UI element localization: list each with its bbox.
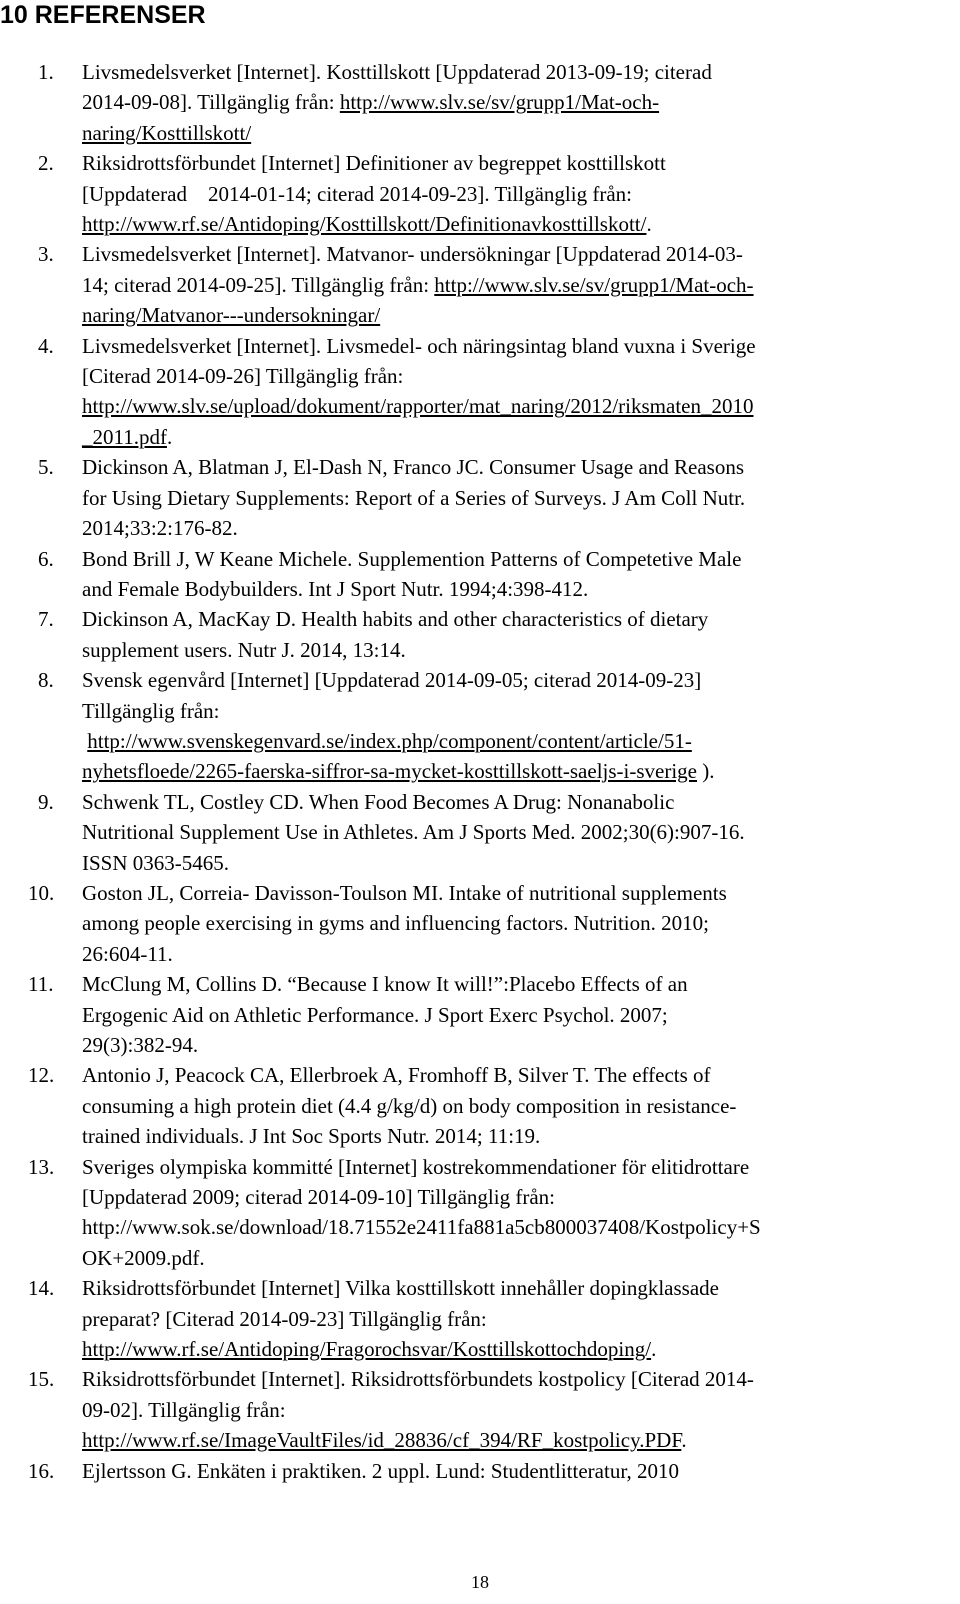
reference-number: 11. bbox=[28, 972, 54, 997]
reference-text: http://www.sok.se/download/18.71552e2411fa881a5cb800037408/Kostpolicy+S bbox=[82, 1215, 761, 1240]
reference-number: 14. bbox=[28, 1276, 55, 1301]
reference-line bbox=[82, 87, 942, 117]
reference-line bbox=[82, 270, 942, 300]
reference-text: Riksidrottsförbundet [Internet] Definitioner av begreppet kosttillskott bbox=[82, 151, 666, 176]
reference-line bbox=[82, 1152, 942, 1182]
reference-text: 29(3):382-94. bbox=[82, 1033, 199, 1057]
reference-item bbox=[0, 452, 960, 543]
reference-line bbox=[82, 787, 942, 817]
reference-number: 12. bbox=[28, 1063, 55, 1088]
reference-line bbox=[82, 756, 942, 786]
reference-text: [Uppdaterad 2014-01-14; citerad 2014-09-23]. Tillgänglig från: bbox=[82, 181, 632, 206]
reference-link[interactable]: naring/Matvanor---undersokningar/ bbox=[82, 303, 381, 328]
reference-text: among people exercising in gyms and influencing factors. Nutrition. 2010; bbox=[82, 911, 709, 936]
reference-text: Ejlertsson G. Enkäten i praktiken. 2 uppl. Lund: Studentlitteratur, 2010 bbox=[82, 1458, 679, 1483]
reference-number: 3. bbox=[38, 242, 54, 267]
reference-number: 4. bbox=[38, 333, 54, 358]
reference-link[interactable]: _2011.pdf bbox=[82, 424, 167, 449]
reference-item bbox=[0, 544, 960, 605]
reference-item bbox=[0, 969, 960, 1060]
reference-line bbox=[82, 604, 942, 634]
reference-item bbox=[0, 1060, 960, 1151]
reference-text: Riksidrottsförbundet [Internet] Vilka kosttillskott innehåller dopingklassade bbox=[82, 1276, 719, 1301]
reference-link[interactable]: http://www.slv.se/upload/dokument/rapporter/mat_naring/2012/riksmaten_2010 bbox=[82, 394, 754, 419]
reference-line bbox=[82, 391, 942, 421]
line-trail: ). bbox=[697, 759, 715, 784]
reference-text: 09-02]. Tillgänglig från: bbox=[82, 1397, 286, 1422]
reference-text: supplement users. Nutr J. 2014, 13:14. bbox=[82, 637, 406, 662]
reference-link[interactable]: http://www.rf.se/Antidoping/Fragorochsvar/Kosttillskottochdoping/ bbox=[82, 1337, 652, 1362]
reference-line bbox=[82, 239, 942, 269]
reference-line bbox=[82, 1395, 942, 1425]
reference-text: consuming a high protein diet (4.4 g/kg/d) on body composition in resistance- bbox=[82, 1093, 737, 1118]
reference-text: ISSN 0363-5465. bbox=[82, 850, 230, 875]
reference-line bbox=[82, 513, 942, 543]
reference-line bbox=[82, 544, 942, 574]
reference-text: Nutritional Supplement Use in Athletes. Am J Sports Med. 2002;30(6):907-16. bbox=[82, 820, 745, 845]
reference-item bbox=[0, 148, 960, 239]
reference-text: [Uppdaterad 2009; citerad 2014-09-10] Tillgänglig från: bbox=[82, 1185, 555, 1210]
reference-line bbox=[82, 179, 942, 209]
reference-line bbox=[82, 1182, 942, 1212]
line-trail: . bbox=[651, 1337, 657, 1362]
line-trail: . bbox=[681, 1428, 687, 1453]
reference-line bbox=[82, 696, 942, 726]
reference-item bbox=[0, 1364, 960, 1455]
reference-number: 16. bbox=[28, 1458, 55, 1483]
reference-line bbox=[82, 1243, 942, 1273]
reference-line bbox=[82, 1456, 942, 1486]
reference-line bbox=[82, 361, 942, 391]
reference-line bbox=[82, 1273, 942, 1303]
reference-line bbox=[82, 300, 942, 330]
reference-item bbox=[0, 604, 960, 665]
reference-text: 26:604-11. bbox=[82, 941, 173, 966]
reference-line bbox=[82, 726, 942, 756]
reference-link[interactable]: naring/Kosttillskott/ bbox=[82, 120, 252, 145]
reference-link[interactable]: http://www.rf.se/Antidoping/Kosttillskott/Definitionavkosttillskott/ bbox=[82, 212, 647, 237]
page-number: 18 bbox=[471, 1572, 489, 1592]
reference-item bbox=[0, 878, 960, 969]
reference-line bbox=[82, 1304, 942, 1334]
reference-text: 2014-09-08]. Tillgänglig från: bbox=[82, 90, 340, 115]
reference-number: 10. bbox=[28, 880, 55, 905]
reference-text: Dickinson A, MacKay D. Health habits and other characteristics of dietary bbox=[82, 607, 709, 632]
reference-list bbox=[0, 57, 960, 1486]
reference-item bbox=[0, 787, 960, 878]
reference-line bbox=[82, 331, 942, 361]
reference-line bbox=[82, 1030, 942, 1060]
reference-text: for Using Dietary Supplements: Report of a Series of Surveys. J Am Coll Nutr. bbox=[82, 485, 746, 510]
reference-text: Goston JL, Correia- Davisson-Toulson MI. Intake of nutritional supplements bbox=[82, 880, 727, 905]
reference-text: Dickinson A, Blatman J, El-Dash N, Franco JC. Consumer Usage and Reasons bbox=[82, 455, 745, 480]
reference-line bbox=[82, 665, 942, 695]
reference-line bbox=[82, 483, 942, 513]
reference-number: 5. bbox=[38, 455, 54, 480]
reference-line bbox=[82, 635, 942, 665]
reference-number: 6. bbox=[38, 546, 54, 571]
reference-line bbox=[82, 878, 942, 908]
reference-text: 2014;33:2:176-82. bbox=[82, 516, 238, 541]
reference-item bbox=[0, 1456, 960, 1486]
reference-number: 13. bbox=[28, 1154, 55, 1179]
reference-line bbox=[82, 1060, 942, 1090]
reference-line bbox=[82, 148, 942, 178]
reference-line bbox=[82, 1212, 942, 1242]
reference-line bbox=[82, 908, 942, 938]
reference-link[interactable]: http://www.slv.se/sv/grupp1/Mat-och- bbox=[339, 90, 660, 115]
reference-item bbox=[0, 57, 960, 148]
reference-line bbox=[82, 422, 942, 452]
reference-text: Schwenk TL, Costley CD. When Food Becomes A Drug: Nonanabolic bbox=[82, 789, 675, 814]
reference-text: OK+2009.pdf. bbox=[82, 1245, 205, 1270]
reference-number: 9. bbox=[38, 789, 54, 814]
reference-number: 15. bbox=[28, 1367, 55, 1392]
reference-text: Livsmedelsverket [Internet]. Kosttillskott [Uppdaterad 2013-09-19; citerad bbox=[82, 60, 712, 84]
reference-line bbox=[82, 939, 942, 969]
reference-text: Sveriges olympiska kommitté [Internet] kostrekommendationer för elitidrottare bbox=[82, 1154, 750, 1179]
reference-text: Svensk egenvård [Internet] [Uppdaterad 2014-09-05; citerad 2014-09-23] bbox=[82, 668, 702, 693]
reference-line bbox=[82, 1334, 942, 1364]
reference-number: 8. bbox=[38, 668, 54, 693]
reference-text: Antonio J, Peacock CA, Ellerbroek A, Fromhoff B, Silver T. The effects of bbox=[82, 1063, 711, 1088]
reference-text: Livsmedelsverket [Internet]. Livsmedel- och näringsintag bland vuxna i Sverige bbox=[82, 333, 756, 358]
reference-link[interactable]: http://www.slv.se/sv/grupp1/Mat-och- bbox=[434, 272, 754, 297]
reference-line bbox=[82, 848, 942, 878]
reference-text: [Citerad 2014-09-26] Tillgänglig från: bbox=[82, 364, 404, 389]
reference-item bbox=[0, 331, 960, 453]
reference-text: trained individuals. J Int Soc Sports Nutr. 2014; 11:19. bbox=[82, 1124, 541, 1149]
reference-line bbox=[82, 574, 942, 604]
reference-number: 1. bbox=[38, 60, 54, 84]
section-heading: 10 REFERENSER bbox=[0, 1, 206, 29]
reference-text: Bond Brill J, W Keane Michele. Supplemention Patterns of Competetive Male bbox=[82, 546, 742, 571]
reference-link[interactable]: nyhetsfloede/2265-faerska-siffror-sa-mycket-kosttillskott-saeljs-i-sverige bbox=[82, 759, 697, 784]
reference-number: 2. bbox=[38, 151, 54, 176]
reference-text: McClung M, Collins D. “Because I know It will!”:Placebo Effects of an bbox=[82, 972, 688, 997]
reference-text: and Female Bodybuilders. Int J Sport Nutr. 1994;4:398-412. bbox=[82, 576, 589, 601]
reference-text: Ergogenic Aid on Athletic Performance. J Sport Exerc Psychol. 2007; bbox=[82, 1002, 668, 1027]
reference-link[interactable]: http://www.svenskegenvard.se/index.php/component/content/article/51- bbox=[87, 728, 692, 753]
reference-line bbox=[82, 1000, 942, 1030]
reference-link[interactable]: http://www.rf.se/ImageVaultFiles/id_28836/cf_394/RF_kostpolicy.PDF bbox=[82, 1428, 682, 1453]
reference-line bbox=[82, 57, 942, 87]
reference-item bbox=[0, 239, 960, 330]
line-trail: . bbox=[646, 212, 652, 237]
reference-number: 7. bbox=[38, 607, 54, 632]
reference-line bbox=[82, 452, 942, 482]
reference-line bbox=[82, 1425, 942, 1455]
line-trail: . bbox=[166, 424, 173, 449]
reference-text: Riksidrottsförbundet [Internet]. Riksidrottsförbundets kostpolicy [Citerad 2014- bbox=[82, 1367, 754, 1392]
reference-line bbox=[82, 118, 942, 148]
reference-line bbox=[82, 209, 942, 239]
reference-text: 14; citerad 2014-09-25]. Tillgänglig från: bbox=[82, 272, 435, 297]
reference-line bbox=[82, 1121, 942, 1151]
reference-item bbox=[0, 665, 960, 787]
reference-line bbox=[82, 1091, 942, 1121]
reference-text: Tillgänglig från: bbox=[82, 698, 220, 723]
reference-item bbox=[0, 1152, 960, 1274]
reference-line bbox=[82, 817, 942, 847]
reference-item bbox=[0, 1273, 960, 1364]
reference-text: Livsmedelsverket [Internet]. Matvanor- undersökningar [Uppdaterad 2014-03- bbox=[82, 242, 743, 267]
reference-line bbox=[82, 1364, 942, 1394]
reference-text: preparat? [Citerad 2014-09-23] Tillgänglig från: bbox=[82, 1306, 487, 1331]
reference-line bbox=[82, 969, 942, 999]
